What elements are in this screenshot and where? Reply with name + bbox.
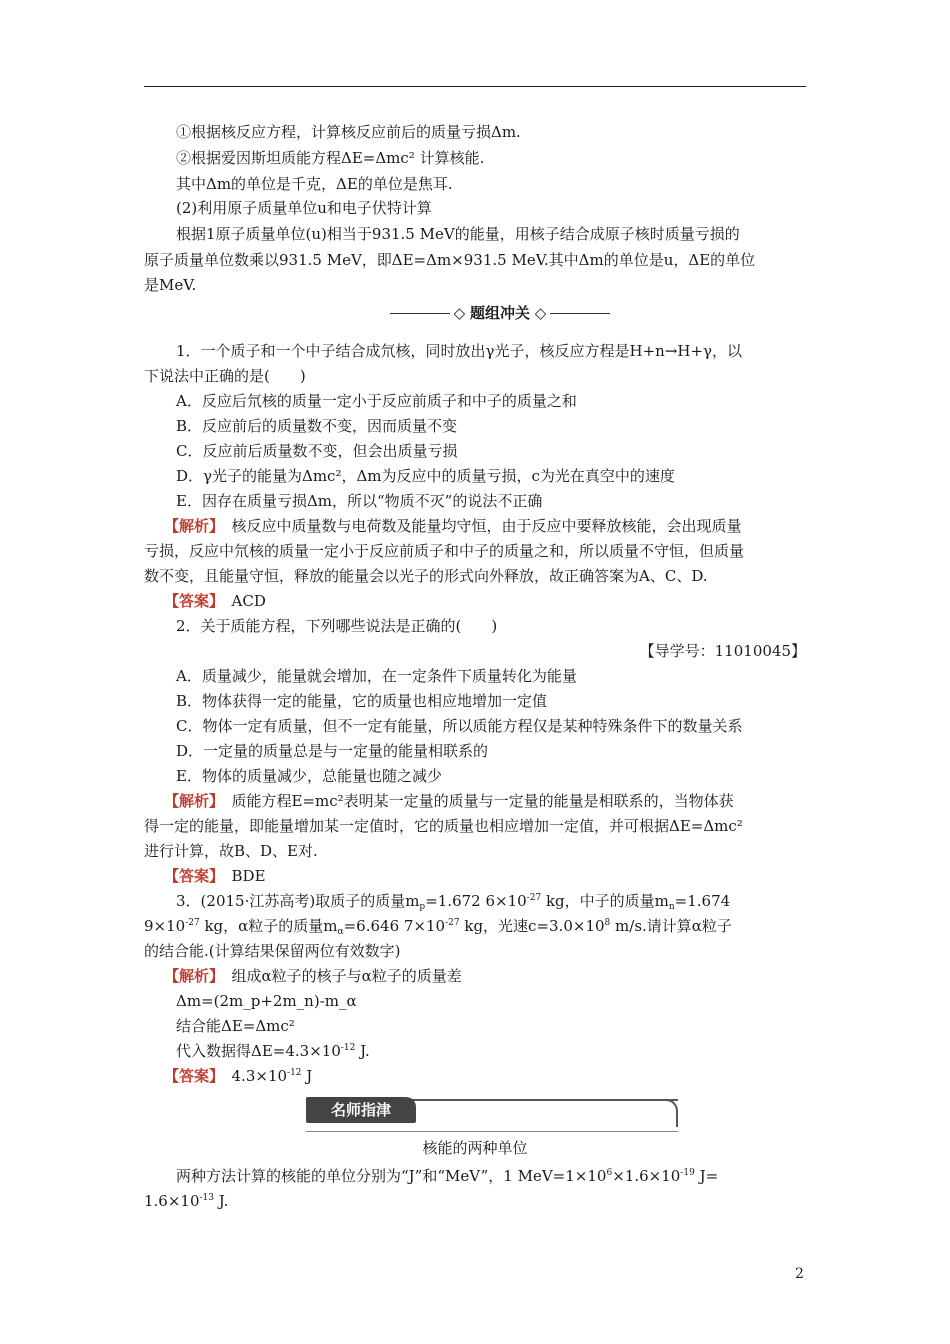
analysis-label: 【解析】 — [164, 517, 217, 535]
question-stem: 1．一个质子和一个中子结合成氘核，同时放出γ光子，核反应方程是H+n→H+γ，以 — [176, 342, 743, 360]
answer-line — [164, 864, 826, 888]
formula-line: 代入数据得$\Delta E=4.3\times 10^{-12}$ J. — [176, 1042, 370, 1060]
header-rule — [144, 86, 806, 87]
text-line: 根据1原子质量单位(u)相当于931.5 MeV的能量，用核子结合成原子核时质量亏损的 — [176, 225, 740, 243]
analysis-line: 数不变，且能量守恒，释放的能量会以光子的形式向外释放，故正确答案为A、C、D. — [144, 567, 708, 585]
analysis-label: 【解析】 — [164, 792, 217, 810]
question-stem: 下说法中正确的是( ) — [144, 367, 306, 385]
formula-line: 结合能ΔE=Δmc² — [176, 1017, 295, 1035]
option: C．反应前后质量数不变，但会出质量亏损 — [176, 442, 458, 460]
option: D．γ光子的能量为Δmc²，Δm为反应中的质量亏损，c为光在真空中的速度 — [176, 467, 675, 485]
answer-text: BDE — [216, 867, 266, 885]
text-line: ①根据核反应方程，计算核反应前后的质量亏损Δm. — [176, 123, 521, 141]
diamond-icon: ◇ — [534, 304, 547, 322]
option: C．物体一定有质量，但不一定有能量，所以质能方程仅是某种特殊条件下的数量关系 — [176, 717, 743, 735]
option: E．因存在质量亏损Δm，所以“物质不灭”的说法不正确 — [176, 492, 543, 510]
text-line: 是MeV. — [144, 276, 197, 294]
answer-label: 【答案】 — [164, 867, 217, 885]
diamond-icon: ◇ — [453, 304, 466, 322]
text-line: 原子质量单位数乘以931.5 MeV，即ΔE=Δm×931.5 MeV.其中Δm的单位是u，ΔE的单位 — [144, 251, 756, 269]
analysis-line: 得一定的能量，即能量增加某一定值时，它的质量也相应增加一定值，并可根据ΔE=Δmc² — [144, 817, 743, 835]
analysis-text: 组成α粒子的核子与α粒子的质量差 — [216, 967, 462, 985]
option: B．反应前后的质量数不变，因而质量不变 — [176, 417, 458, 435]
tip-header — [306, 1099, 678, 1133]
formula-line: Δm=(2m_p+2m_n)-m_α — [176, 992, 357, 1010]
tip-tab: 名师指津 — [306, 1097, 416, 1123]
answer-label: 【答案】 — [164, 1067, 217, 1085]
analysis-text: 核反应中质量数与电荷数及能量均守恒，由于反应中要释放核能，会出现质量 — [216, 517, 742, 535]
text-line: ②根据爱因斯坦质能方程ΔE=Δmc² 计算核能. — [176, 149, 485, 167]
answer-text: ACD — [216, 592, 266, 610]
option: A．反应后氘核的质量一定小于反应前质子和中子的质量之和 — [176, 392, 577, 410]
answer-line: 【答案】 $4.3\times 10^{-12}$ J — [164, 1067, 313, 1085]
analysis-line: 亏损，反应中氘核的质量一定小于反应前质子和中子的质量之和，所以质量不守恒，但质量 — [144, 542, 745, 560]
option: E．物体的质量减少，总能量也随之减少 — [176, 767, 442, 785]
question-stem: 3．(2015·江苏高考)取质子的质量$m_p=1.672$ $6\times 10^{-27}$ kg，中子的质量$m_n=1.674$ — [176, 892, 731, 912]
analysis-line: 进行计算，故B、D、E对. — [144, 842, 318, 860]
analysis-line — [164, 514, 826, 538]
question-stem: 2．关于质能方程，下列哪些说法是正确的( ) — [176, 617, 498, 635]
section-divider — [350, 302, 650, 326]
option: A．质量减少，能量就会增加，在一定条件下质量转化为能量 — [176, 667, 577, 685]
text-line: 其中Δm的单位是千克，ΔE的单位是焦耳. — [176, 175, 453, 193]
question-stem: 的结合能.(计算结果保留两位有效数字) — [144, 942, 401, 960]
option: B．物体获得一定的能量，它的质量也相应地增加一定值 — [176, 692, 548, 710]
question-stem: $9\times 10^{-27}$ kg，α粒子的质量$m_\alpha=6.646$ $7\times 10^{-27}$ kg，光速$c=3.0\times 10^8$ m/s.请计算α粒子 — [144, 917, 732, 937]
tip-line: $1.6\times 10^{-13}$ J. — [144, 1192, 229, 1210]
analysis-line — [164, 964, 826, 988]
tip-line: 两种方法计算的核能的单位分别为“J”和“MeV”，1 $MeV=1\times 10^6\times 1.6\times 10^{-19}$ J= — [176, 1167, 719, 1185]
text-line: (2)利用原子质量单位u和电子伏特计算 — [176, 199, 432, 217]
analysis-text: 质能方程E=mc²表明某一定量的质量与一定量的能量是相联系的，当物体获 — [216, 792, 734, 810]
guide-number: 【导学号：11010045】 — [639, 642, 806, 660]
section-title: 题组冲关 — [469, 304, 530, 322]
page-number: 2 — [795, 1266, 804, 1282]
option: D．一定量的质量总是与一定量的能量相联系的 — [176, 742, 489, 760]
answer-label: 【答案】 — [164, 592, 217, 610]
answer-line — [164, 589, 826, 613]
analysis-label: 【解析】 — [164, 967, 217, 985]
analysis-line — [164, 789, 826, 813]
tip-title: 核能的两种单位 — [422, 1139, 528, 1157]
